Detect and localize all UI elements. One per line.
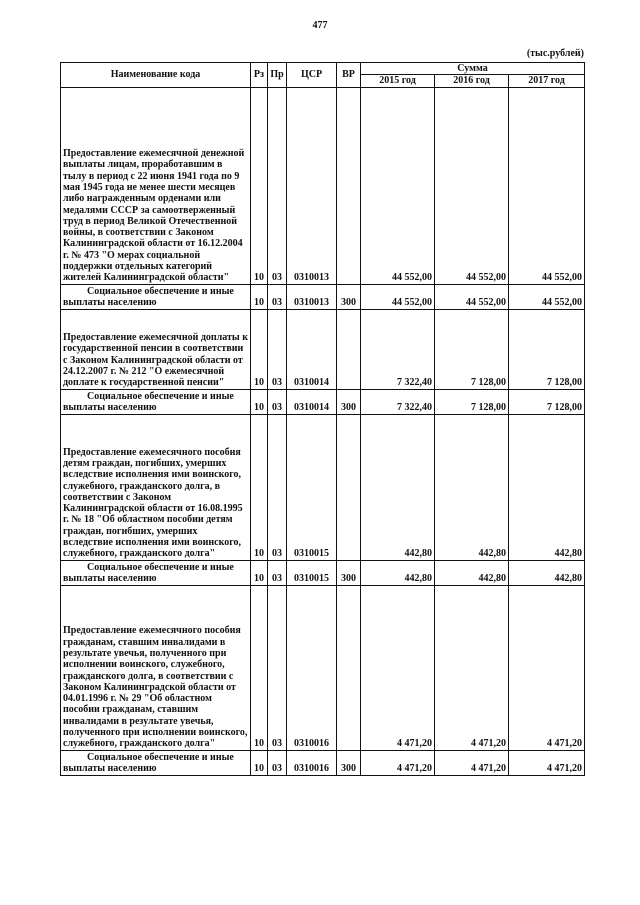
row-csr: 0310015 [287, 414, 337, 560]
row-rz: 10 [251, 414, 268, 560]
row-pr: 03 [268, 389, 287, 414]
row-sum-2017: 7 128,00 [509, 389, 585, 414]
row-csr: 0310013 [287, 284, 337, 309]
header-pr: Пр [268, 63, 287, 88]
row-name: Социальное обеспечение и иные выплаты населению [61, 750, 251, 775]
row-rz: 10 [251, 87, 268, 284]
row-sum-2017: 44 552,00 [509, 284, 585, 309]
row-vr [337, 87, 361, 284]
units-label: (тыс.рублей) [526, 48, 584, 59]
row-csr: 0310015 [287, 560, 337, 585]
row-sum-2017: 4 471,20 [509, 585, 585, 750]
header-name: Наименование кода [61, 63, 251, 88]
row-csr: 0310014 [287, 309, 337, 389]
header-year-2015: 2015 год [361, 75, 435, 87]
row-sum-2016: 7 128,00 [435, 389, 509, 414]
table-row [61, 284, 585, 309]
row-rz: 10 [251, 389, 268, 414]
row-sum-2017: 44 552,00 [509, 87, 585, 284]
row-sum-2015: 4 471,20 [361, 750, 435, 775]
row-csr: 0310016 [287, 750, 337, 775]
row-rz: 10 [251, 560, 268, 585]
table-row [61, 389, 585, 414]
row-name: Предоставление ежемесячного пособия детям граждан, погибших, умерших вследствие исполнения ими воинского, служебного, гражданского долга, в соответствии с Законом Калининградской области от 16.08.1995 г. № 18 "Об областном пособии детям граждан, погибших, умерших вследствие исполнения ими воинского, служебного, гражданского долга" [61, 414, 251, 560]
row-sum-2016: 4 471,20 [435, 585, 509, 750]
row-rz: 10 [251, 284, 268, 309]
table-header [61, 63, 585, 88]
page-number: 477 [312, 20, 328, 31]
row-sum-2015: 44 552,00 [361, 87, 435, 284]
row-sum-2015: 7 322,40 [361, 389, 435, 414]
row-name: Социальное обеспечение и иные выплаты населению [61, 389, 251, 414]
row-sum-2017: 7 128,00 [509, 309, 585, 389]
row-pr: 03 [268, 560, 287, 585]
row-name: Социальное обеспечение и иные выплаты населению [61, 560, 251, 585]
header-csr: ЦСР [287, 63, 337, 88]
row-rz: 10 [251, 750, 268, 775]
row-pr: 03 [268, 414, 287, 560]
row-sum-2016: 442,80 [435, 414, 509, 560]
row-sum-2017: 442,80 [509, 414, 585, 560]
row-sum-2017: 4 471,20 [509, 750, 585, 775]
row-vr [337, 585, 361, 750]
row-pr: 03 [268, 87, 287, 284]
table-row [61, 87, 585, 284]
row-rz: 10 [251, 309, 268, 389]
table-row [61, 309, 585, 389]
table-row [61, 560, 585, 585]
row-sum-2016: 442,80 [435, 560, 509, 585]
row-sum-2016: 7 128,00 [435, 309, 509, 389]
budget-table [60, 62, 585, 776]
row-csr: 0310013 [287, 87, 337, 284]
row-pr: 03 [268, 284, 287, 309]
row-sum-2016: 4 471,20 [435, 750, 509, 775]
row-sum-2015: 442,80 [361, 414, 435, 560]
row-sum-2016: 44 552,00 [435, 87, 509, 284]
row-rz: 10 [251, 585, 268, 750]
table-row [61, 585, 585, 750]
row-vr: 300 [337, 750, 361, 775]
row-pr: 03 [268, 585, 287, 750]
row-name: Социальное обеспечение и иные выплаты населению [61, 284, 251, 309]
row-vr [337, 309, 361, 389]
row-vr: 300 [337, 284, 361, 309]
row-sum-2015: 7 322,40 [361, 309, 435, 389]
row-sum-2016: 44 552,00 [435, 284, 509, 309]
row-vr [337, 414, 361, 560]
row-sum-2015: 442,80 [361, 560, 435, 585]
row-pr: 03 [268, 750, 287, 775]
header-sum: Сумма [361, 63, 585, 75]
header-year-2016: 2016 год [435, 75, 509, 87]
row-vr: 300 [337, 389, 361, 414]
row-pr: 03 [268, 309, 287, 389]
row-vr: 300 [337, 560, 361, 585]
table-row [61, 750, 585, 775]
row-sum-2015: 44 552,00 [361, 284, 435, 309]
row-sum-2015: 4 471,20 [361, 585, 435, 750]
table-body [61, 87, 585, 775]
row-name: Предоставление ежемесячного пособия гражданам, ставшим инвалидами в результате увечья, полученного при исполнении воинского, служебного, гражданского долга, в соответствии с Законом Калининградской области от 04.01.1996 г. № 29 "Об областном пособии гражданам, ставшим инвалидами в результате увечья, полученного при исполнении воинского, служебного, гражданского долга" [61, 585, 251, 750]
header-vr: ВР [337, 63, 361, 88]
header-rz: Рз [251, 63, 268, 88]
row-name: Предоставление ежемесячной доплаты к государственной пенсии в соответствии с Законом Калининградской области от 24.12.2007 г. № 212 "О ежемесячной доплате к государственной пенсии" [61, 309, 251, 389]
row-name: Предоставление ежемесячной денежной выплаты лицам, проработавшим в тылу в период с 22 июня 1941 года по 9 мая 1945 года не менее шести месяцев либо награжденным орденами или медалями СССР за самоотверженный труд в период Великой Отечественной войны, в соответствии с Законом Калининградской области от 16.12.2004 г. № 473 "О мерах социальной поддержки отдельных категорий жителей Калининградской области" [61, 87, 251, 284]
row-csr: 0310014 [287, 389, 337, 414]
row-sum-2017: 442,80 [509, 560, 585, 585]
header-year-2017: 2017 год [509, 75, 585, 87]
table-row [61, 414, 585, 560]
row-csr: 0310016 [287, 585, 337, 750]
